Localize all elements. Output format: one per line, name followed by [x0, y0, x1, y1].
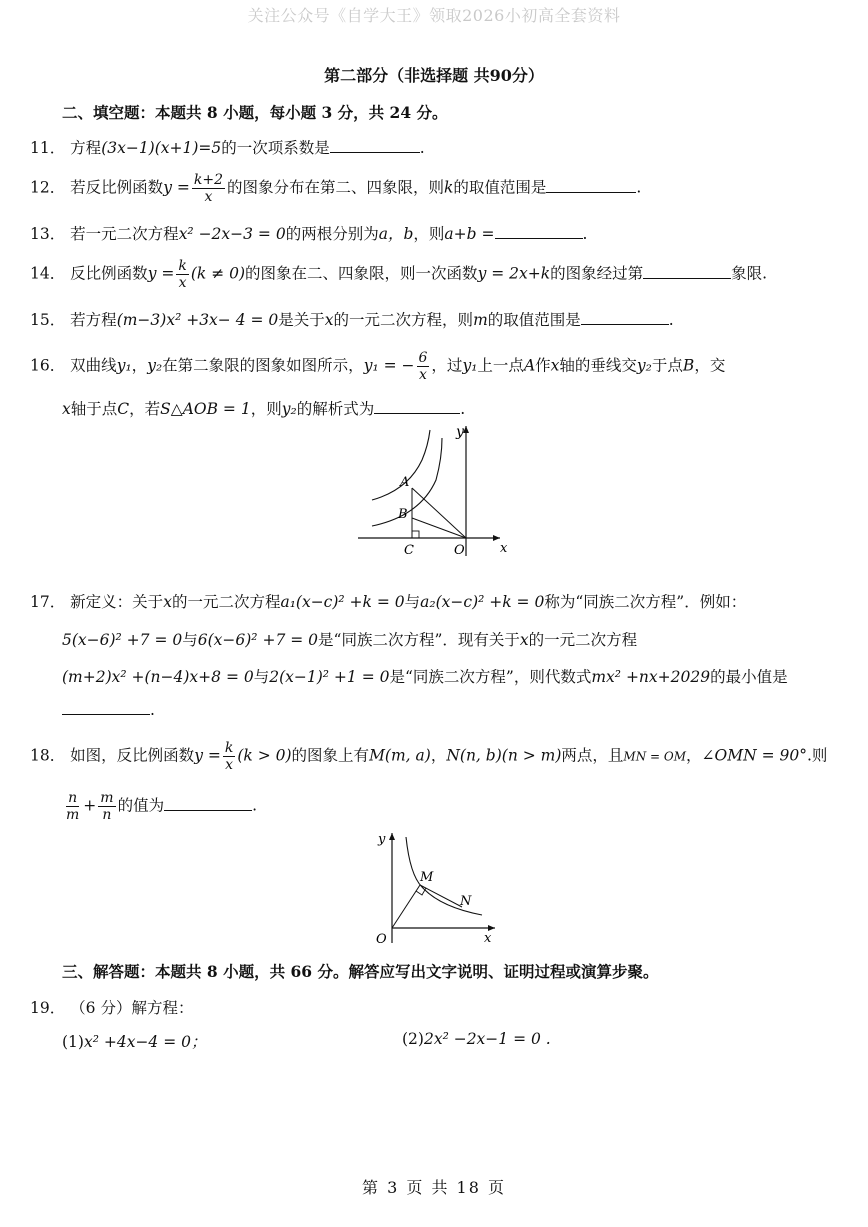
variable: x [62, 400, 71, 418]
variable: y₁ [116, 356, 132, 375]
punctuation: ， [686, 746, 702, 765]
question-number: 14． [30, 264, 66, 283]
question-text: ，若 [129, 400, 161, 418]
question-text: （6 分）解方程： [70, 999, 194, 1017]
label-M: M [420, 870, 434, 885]
math-expression: 5(x−6)² +7 = 0 [62, 631, 183, 649]
math-expression: a₂(x−c)² +k = 0 [420, 593, 545, 611]
question-text: 的一次项系数是 [221, 139, 330, 157]
question-text: 若方程 [70, 311, 117, 329]
question-number: 17． [30, 593, 66, 611]
question-15 [30, 308, 674, 330]
label-x: x [484, 931, 492, 946]
question-text: 的两根分别为 [285, 225, 379, 243]
part-label: (2) [402, 1030, 424, 1048]
part-title: 第二部分（非选择题 共90分） [324, 66, 544, 85]
fraction [417, 350, 430, 383]
variables: a，b [378, 225, 414, 243]
question-text: 反比例函数 [70, 264, 148, 283]
question-text: 如图，反比例函数 [70, 746, 195, 765]
math-expression: y = [194, 746, 221, 765]
math-expression: (3x−1)(x+1)=5 [101, 139, 222, 157]
x-axis-arrow [493, 535, 500, 541]
fraction-denominator: x [178, 275, 187, 291]
math-expression: 2(x−1)² +1 = 0 [269, 668, 390, 686]
question-text: 的取值范围是 [453, 178, 547, 197]
question-text: 的最小值是 [710, 668, 788, 686]
punctuation: . [636, 178, 642, 197]
question-text: 的图象在二、四象限，则一次函数 [245, 264, 478, 283]
question-text: 方程 [70, 139, 102, 157]
question-16-line-1 [30, 350, 725, 383]
question-text: ，交 [694, 356, 726, 375]
question-number: 12． [30, 178, 66, 197]
punctuation: . [668, 311, 674, 329]
punctuation: . [582, 225, 588, 243]
punctuation: ， [430, 746, 447, 765]
section-3-heading: 三、解答题：本题共 8 小题，共 66 分。解答应写出文字说明、证明过程或演算步聚。 [62, 962, 659, 981]
variable: k [444, 178, 454, 197]
variable: x [550, 356, 560, 375]
variable: y₂ [636, 356, 652, 375]
variable: m [473, 311, 488, 329]
variable: x [324, 311, 334, 329]
label-x: x [500, 541, 508, 556]
question-text: 与 [404, 593, 421, 611]
punctuation: . [150, 701, 155, 719]
question-text: 于点 [651, 356, 683, 375]
label-C: C [404, 543, 414, 558]
watermark: 关注公众号《自学大王》领取2026小初高全套资料 [247, 6, 621, 25]
figure-18-hyperbola [370, 825, 505, 950]
question-18-line-2 [62, 790, 257, 823]
right-angle-mark [412, 531, 419, 538]
operator: + [83, 796, 97, 815]
question-text: 与 [182, 631, 198, 649]
fraction [64, 790, 81, 823]
question-text: 的一元二次方程，则 [333, 311, 474, 329]
question-text: 的一元二次方程 [171, 593, 281, 611]
math-expression: MN = OM [623, 749, 687, 764]
answer-blank[interactable] [330, 138, 420, 153]
label-A: A [400, 475, 410, 490]
question-17-line-3 [62, 665, 788, 687]
question-16-line-2 [62, 397, 465, 419]
punctuation: . [252, 796, 258, 815]
question-text: 上一点 [477, 356, 524, 375]
question-text: 的图象经过第 [550, 264, 644, 283]
math-expression: (m+2)x² +(n−4)x+8 = 0 [62, 668, 254, 686]
math-expression: ∠OMN = 90° [701, 746, 807, 765]
question-11 [30, 136, 425, 158]
question-number: 19． [30, 999, 66, 1017]
label-O: O [376, 932, 387, 947]
part-label: (1) [62, 1033, 84, 1051]
fraction-numerator: 6 [418, 350, 428, 366]
point-label: A [523, 356, 536, 375]
question-text: 的解析式为 [296, 400, 375, 418]
section-2-heading: 二、填空题：本题共 8 小题，每小题 3 分，共 24 分。 [62, 103, 448, 122]
math-expression: y₁ = − [363, 356, 415, 375]
point-label: B [682, 356, 695, 375]
variable: y₁ [462, 356, 478, 375]
question-text: 象限. [731, 264, 768, 283]
condition: (k > 0) [237, 746, 292, 765]
math-expression: a+b = [444, 225, 495, 243]
question-text: 轴的垂线交 [559, 356, 637, 375]
segment-OM [392, 885, 420, 928]
variable: y₂ [147, 356, 163, 375]
question-text: 新定义：关于 [70, 593, 164, 611]
question-text: 与 [253, 668, 270, 686]
math-expression: y = 2x+k [477, 264, 551, 283]
question-number: 15． [30, 311, 66, 329]
question-17-line-1 [30, 590, 746, 612]
question-text: 若反比例函数 [70, 178, 164, 197]
segment-BO [412, 518, 466, 538]
answer-blank[interactable] [546, 178, 636, 193]
question-text: ，过 [431, 356, 463, 375]
math-expression: x² +4x−4 = 0； [83, 1033, 207, 1051]
y-axis-arrow [389, 833, 395, 840]
fraction [192, 172, 225, 205]
question-text: ，则 [413, 225, 445, 243]
fraction [98, 790, 115, 823]
label-y: y [378, 832, 386, 847]
page-footer: 第 3 页 共 18 页 [362, 1178, 506, 1197]
question-text: 作 [535, 356, 551, 375]
question-text: 的图象上有 [291, 746, 370, 765]
math-expression: S△AOB = 1 [160, 400, 251, 418]
fraction [176, 258, 188, 291]
math-expression: 6(x−6)² +7 = 0 [197, 631, 319, 649]
question-text: .则 [806, 746, 828, 765]
question-12 [30, 172, 641, 205]
question-text: 两点，且 [561, 746, 624, 765]
question-14 [30, 258, 767, 291]
fraction-numerator: n [68, 790, 78, 806]
question-text: 的值为 [117, 796, 165, 815]
question-number: 16． [30, 356, 66, 375]
question-17-line-2 [62, 628, 637, 650]
variable: x [519, 631, 529, 649]
question-text: 称为“同族二次方程”．例如： [544, 593, 747, 611]
fraction-numerator: k [224, 740, 234, 756]
math-expression: y = [163, 178, 190, 197]
question-text: ，则 [250, 400, 282, 418]
answer-blank[interactable] [62, 700, 150, 715]
question-text: 在第二象限的图象如图所示， [162, 356, 364, 375]
fraction-denominator: x [204, 189, 213, 205]
answer-blank[interactable] [495, 224, 583, 239]
condition: (n > m) [501, 746, 562, 765]
question-number: 13． [30, 225, 66, 243]
variable: x [163, 593, 172, 611]
question-text: 双曲线 [70, 356, 117, 375]
question-13 [30, 222, 587, 244]
label-N: N [460, 894, 472, 909]
point-expression: N(n, b) [446, 746, 502, 765]
figure-16-hyperbola [350, 420, 520, 560]
condition: (k ≠ 0) [190, 264, 246, 283]
question-text: 是“同族二次方程”，则代数式 [389, 668, 592, 686]
math-expression: mx² +nx+2029 [591, 668, 711, 686]
math-expression: (m−3)x² +3x− 4 = 0 [116, 311, 279, 329]
point-label: C [117, 400, 130, 418]
variable: y₂ [281, 400, 297, 418]
math-expression: x² −2x−3 = 0 [178, 225, 286, 243]
segment-AO [412, 488, 466, 538]
question-text: 的图象分布在第二、四象限，则 [226, 178, 444, 197]
question-text: 的取值范围是 [487, 311, 581, 329]
question-text: 的一元二次方程 [528, 631, 638, 649]
math-expression: a₁(x−c)² +k = 0 [280, 593, 405, 611]
punctuation: ， [131, 356, 148, 375]
label-y: y [456, 424, 464, 440]
answer-blank[interactable] [643, 264, 731, 279]
point-expression: M(m, a) [369, 746, 431, 765]
question-19-part-1 [62, 1030, 207, 1052]
question-19-part-2 [402, 1030, 551, 1048]
fraction-numerator: k+2 [193, 172, 223, 188]
fraction-numerator: m [100, 790, 114, 806]
question-number: 11． [30, 139, 66, 157]
label-O: O [454, 543, 465, 558]
question-19 [30, 996, 193, 1018]
fraction-denominator: m [66, 807, 80, 823]
question-text: 轴于点 [70, 400, 118, 418]
question-18-line-1 [30, 740, 827, 773]
question-text: 是关于 [278, 311, 325, 329]
fraction-denominator: x [419, 367, 427, 383]
punctuation: . [419, 139, 425, 157]
question-17-line-4 [62, 700, 155, 719]
question-number: 18． [30, 746, 66, 765]
math-expression: 2x² −2x−1 = 0 . [423, 1030, 551, 1048]
fraction [223, 740, 235, 773]
punctuation: . [460, 400, 466, 418]
question-text: 是“同族二次方程”．现有关于 [318, 631, 520, 649]
answer-blank[interactable] [164, 796, 252, 811]
answer-blank[interactable] [581, 310, 669, 325]
math-expression: y = [147, 264, 175, 283]
fraction-numerator: k [178, 258, 187, 274]
fraction-denominator: n [102, 807, 112, 823]
answer-blank[interactable] [374, 399, 460, 414]
question-text: 若一元二次方程 [70, 225, 179, 243]
fraction-denominator: x [225, 757, 234, 773]
label-B: B [398, 507, 408, 522]
